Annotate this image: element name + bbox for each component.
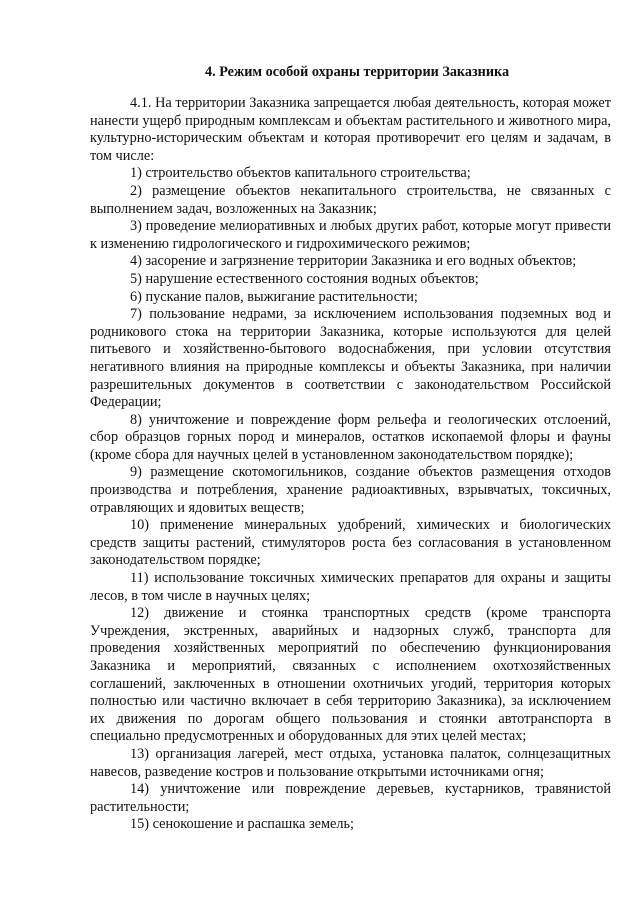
- list-item: 5) нарушение естественного состояния водных объектов;: [130, 270, 479, 287]
- paragraph-intro: 4.1. На территории Заказника запрещается любая деятельность, которая может нанести ущерб природным комплексам и объектам растительного и животного мира, культурно-историческим объектам и которая противоречит его целям и задачам, в том числе:: [90, 95, 611, 164]
- list-item: 15) сенокошение и распашка земель;: [130, 816, 354, 833]
- list-item: 1) строительство объектов капитального строительства;: [130, 165, 471, 182]
- section-heading: 4. Режим особой охраны территории Заказника: [205, 64, 510, 80]
- list-item: 13) организация лагерей, мест отдыха, установка палаток, солнцезащитных навесов, разведение костров и пользование открытыми источниками огня;: [90, 745, 611, 780]
- list-item: 11) использование токсичных химических препаратов для охраны и защиты лесов, в том числе в научных целях;: [90, 570, 611, 604]
- list-item: 14) уничтожение или повреждение деревьев, кустарников, травянистой растительности;: [90, 781, 611, 815]
- list-item: 3) проведение мелиоративных и любых других работ, которые могут привести к изменению гидрологического и гидрохимического режимов;: [90, 218, 611, 252]
- list-item: 9) размещение скотомогильников, создание объектов размещения отходов производства и потребления, хранение радиоактивных, взрывчатых, токсичных, отравляющих и ядовитых веществ;: [90, 464, 611, 516]
- list-item: 10) применение минеральных удобрений, химических и биологических средств защиты растений, стимуляторов роста без согласования в установленном законодательством порядке;: [90, 517, 611, 569]
- list-item: 2) размещение объектов некапитального строительства, не связанных с выполнением задач, возложенных на Заказник;: [90, 182, 611, 217]
- list-item: 8) уничтожение и повреждение форм рельефа и геологических отслоений, сбор образцов горных пород и минералов, остатков ископаемой флоры и фауны (кроме сбора для научных целей в установленном законодательством порядке);: [90, 411, 611, 463]
- list-item: 12) движение и стоянка транспортных средств (кроме транспорта Учреждения, экстренных, аварийных и надзорных служб, транспорта для проведения хозяйственных мероприятий по обеспечению функционирования Заказника и мероприятий, связанных с исполнением охотхозяйственных соглашений, заключенных в отношении охотничьих угодий, территория которых полностью или частично включает в себя территорию Заказника), за исключением их движения по дорогам общего пользования и стоянки автотранспорта в специально предусмотренных и оборудованных для этих целей местах;: [90, 605, 611, 745]
- list-item: 6) пускание палов, выжигание растительности;: [130, 288, 418, 305]
- section-body: [90, 95, 611, 834]
- list-item: 7) пользование недрами, за исключением использования подземных вод и родникового стока на территории Заказника, которые используются для целей питьевого и хозяйственно-бытового водоснабжения, при условии отсутствия негативного влияния на природные комплексы и объекты Заказника, при наличии разрешительных документов в соответствии с законодательством Российской Федерации;: [90, 306, 611, 411]
- list-item: 4) засорение и загрязнение территории Заказника и его водных объектов;: [130, 253, 577, 270]
